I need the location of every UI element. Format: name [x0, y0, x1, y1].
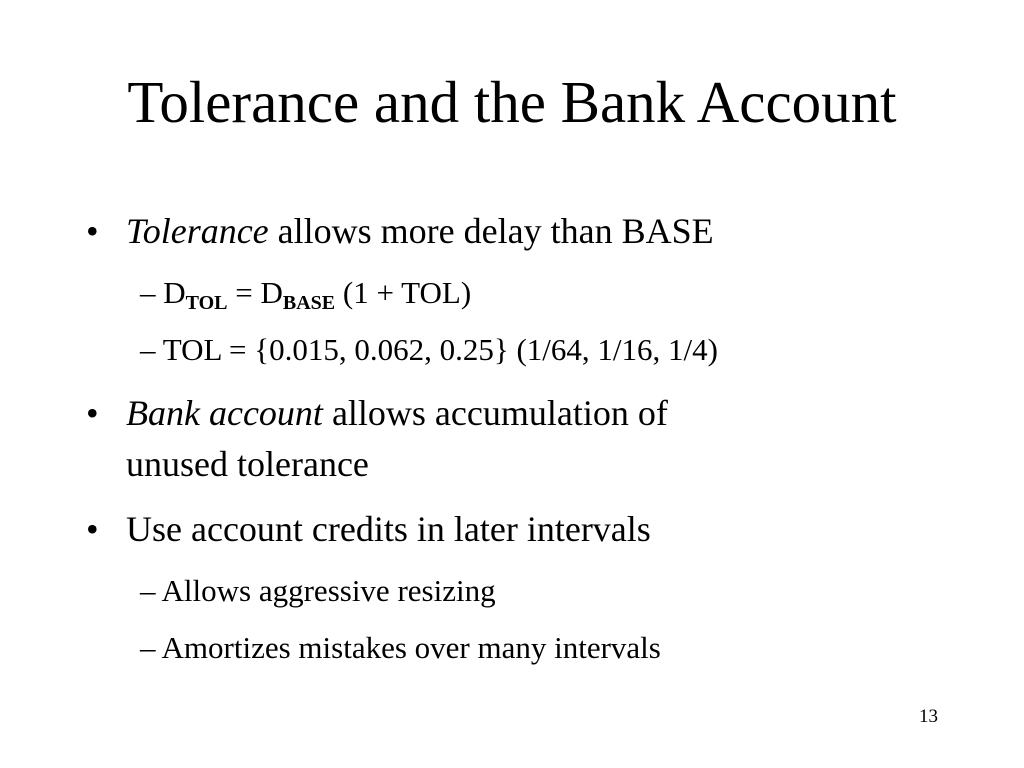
bullet-text	[126, 207, 714, 256]
slide-title: Tolerance and the Bank Account	[127, 69, 897, 135]
sub-aggressive-resizing: – Allows aggressive resizing	[140, 573, 496, 608]
sub-formula	[140, 273, 471, 313]
bullet-italic: Tolerance	[126, 211, 269, 251]
bullet-rest: allows accumulation of	[322, 393, 668, 433]
formula-d: D	[163, 275, 186, 310]
subscript-tol: TOL	[185, 292, 228, 314]
subscript-base: BASE	[282, 292, 336, 314]
formula-eq: = D	[227, 275, 283, 310]
page-number: 13	[919, 706, 938, 727]
sub-tol-values: – TOL = {0.015, 0.062, 0.25} (1/64, 1/16, 1/4)	[140, 332, 718, 367]
bullet-rest: allows more delay than BASE	[268, 211, 714, 251]
formula-tail: (1 + TOL)	[335, 275, 472, 310]
sub-dash: –	[140, 275, 164, 310]
bullet-dot: •	[86, 211, 99, 251]
sub-amortizes-mistakes: – Amortizes mistakes over many intervals	[140, 630, 661, 665]
bullet-text: Use account credits in later intervals	[126, 509, 651, 549]
bullet-dot: •	[86, 393, 99, 433]
bullet-text-line2: unused tolerance	[126, 444, 369, 484]
bullet-text	[126, 389, 668, 438]
bullet-italic: Bank account	[126, 393, 323, 433]
bullet-dot: •	[86, 509, 99, 549]
